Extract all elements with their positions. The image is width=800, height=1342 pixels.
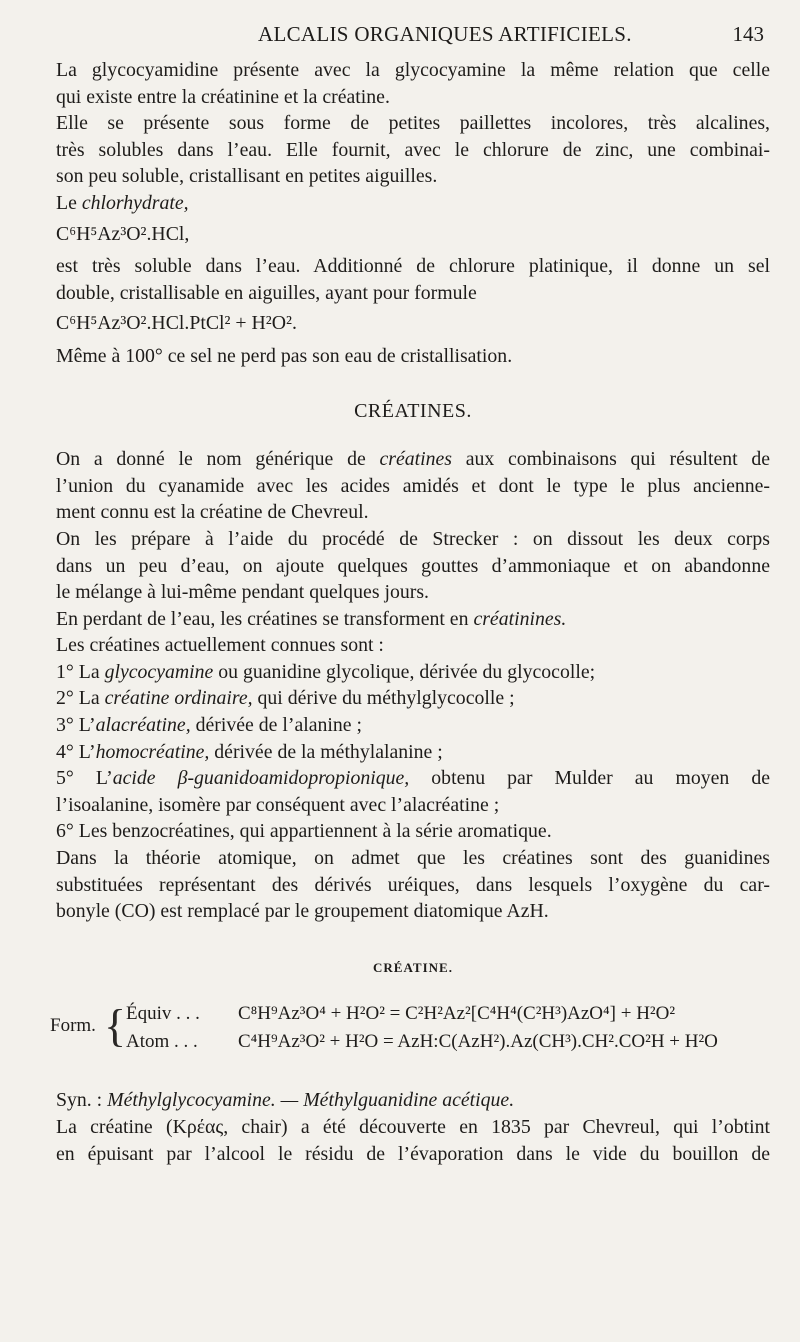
formula-key: Atom . . . [126, 1031, 198, 1053]
formula-row-atom [126, 1029, 718, 1056]
list-item [56, 685, 770, 712]
section-title: CRÉATINES. [354, 399, 472, 422]
formula-label: Form. [50, 1015, 96, 1037]
text-run: La [73, 687, 105, 710]
text-run: dérivée de l’alanine ; [190, 714, 363, 737]
paragraph-glycocyamidine-relation [56, 57, 770, 110]
italic-term: acide β-guanidoamidopropionique, [112, 767, 410, 790]
text-run: obtenu par Mulder au moyen de [409, 767, 770, 790]
text-run: L’ [73, 740, 96, 763]
text-line: dans un peu d’eau, on ajoute quelques gouttes d’ammoniaque et on abandonne [56, 554, 770, 577]
chemical-formula: C⁶H⁵Az³O².HCl.PtCl² + H²O². [56, 312, 297, 335]
list-item [56, 818, 770, 845]
paragraph-strecker-method [56, 526, 770, 606]
running-header [0, 22, 800, 50]
list-item [56, 712, 770, 739]
list-item [56, 659, 770, 686]
text-run: aux combinaisons qui résultent de [451, 448, 771, 471]
chemical-formula: C⁶H⁵Az³O².HCl, [56, 222, 190, 245]
formula-value: C⁸H⁹Az³O⁴ + H²O² = C²H²Az²[C⁴H⁴(C²H³)AzO⁴] + H²O² [238, 1003, 676, 1025]
formula-block [50, 1000, 770, 1059]
text-run: On a donné le nom générique de [56, 448, 380, 471]
text-line: substituées représentant des dérivés uréiques, dans lesquels l’oxygène du car- [56, 873, 770, 896]
text-line: est très soluble dans l’eau. Additionné de chlorure platinique, il donne un sel [56, 255, 770, 278]
text-line: l’union du cyanamide avec les acides amidés et dont le type le plus ancienne- [56, 474, 770, 497]
text-run: ou guanidine glycolique, dérivée du glycocolle; [213, 660, 596, 683]
text-run: Syn. : [56, 1089, 108, 1112]
text-line: qui existe entre la créatinine et la créatine. [56, 85, 390, 108]
page-number: 143 [732, 22, 764, 46]
text-line: La glycocyamidine présente avec la glycocyamine la même relation que celle [56, 59, 770, 81]
subsection-title: CRÉATINE. [373, 959, 453, 975]
text-line: bonyle (CO) est remplacé par le groupement diatomique AzH. [56, 900, 549, 923]
text-line: ment connu est la créatine de Chevreul. [56, 501, 369, 524]
list-number: 2° [56, 687, 74, 710]
text-run: Les benzocréatines, qui appartiennent à la série aromatique. [73, 820, 552, 843]
list-number: 3° [56, 714, 74, 737]
text-line: en épuisant par l’alcool le résidu de l’évaporation dans le vide du bouillon de [56, 1142, 770, 1165]
list-number: 1° [56, 660, 74, 683]
brace-glyph: { [104, 1000, 127, 1052]
text-line [56, 1087, 770, 1114]
italic-term: Méthylglycocyamine. — Méthylguanidine acétique. [107, 1089, 515, 1112]
list-item [56, 739, 770, 766]
italic-term: créatinines. [473, 607, 567, 630]
list-number: 4° [56, 740, 74, 763]
text-line: La créatine (Κρέας, chair) a été découverte en 1835 par Chevreul, qui l’obtint [56, 1116, 770, 1138]
text-line: Dans la théorie atomique, on admet que les créatines sont des guanidines [56, 847, 770, 870]
text-line: double, cristallisable en aiguilles, ayant pour formule [56, 281, 477, 304]
text-line: Même à 100° ce sel ne perd pas son eau de cristallisation. [56, 344, 513, 367]
paragraph-crystallisation [56, 343, 770, 370]
list-number: 6° [56, 820, 74, 843]
text-run: En perdant de l’eau, les créatines se transforment en [56, 607, 474, 630]
text-line: son peu soluble, cristallisant en petites aiguilles. [56, 165, 438, 188]
paragraph-atomic-theory [56, 845, 770, 925]
formula-value: C⁴H⁹Az³O² + H²O = AzH:C(AzH²).Az(CH³).CH².CO²H + H²O [238, 1031, 718, 1053]
text-line: le mélange à lui-même pendant quelques jours. [56, 581, 429, 604]
list-number: 5° [56, 767, 74, 790]
list-item [56, 765, 770, 792]
page-body [50, 57, 771, 1167]
italic-term: alacréatine, [95, 714, 191, 737]
text-run: qui dérive du méthylglycocolle ; [252, 687, 515, 710]
italic-term: homocréatine, [95, 740, 210, 763]
italic-term: créatine ordinaire, [104, 687, 253, 710]
paragraph-creatines-definition [56, 446, 770, 526]
text-line [56, 606, 770, 633]
text-run: L’ [73, 714, 96, 737]
text-line: Les créatines actuellement connues sont : [56, 634, 384, 657]
synonyms-line [56, 1087, 770, 1114]
paragraph-glycocyamidine-properties [56, 110, 770, 190]
text-line: Elle se présente sous forme de petites paillettes incolores, très alcalines, [56, 112, 770, 135]
italic-term: glycocyamine [104, 660, 214, 683]
paragraph-creatinines [56, 606, 770, 633]
text-line: On les prépare à l’aide du procédé de Strecker : on dissout les deux corps [56, 527, 770, 550]
text-line: très solubles dans l’eau. Elle fournit, avec le chlorure de zinc, une combinai- [56, 138, 770, 161]
formula-key: Équiv . . . [126, 1003, 200, 1025]
text-run: La [73, 660, 105, 683]
text-run: Le [56, 191, 82, 214]
paragraph-chlorhydrate [56, 190, 770, 337]
italic-term: créatines [379, 448, 452, 471]
creatines-list [56, 659, 770, 845]
text-line [56, 446, 770, 473]
text-line [56, 190, 770, 217]
paragraph-creatine-discovery [56, 1114, 770, 1167]
running-title: ALCALIS ORGANIQUES ARTIFICIELS. [258, 22, 632, 46]
text-run: L’ [73, 767, 113, 790]
text-run: dérivée de la méthylalanine ; [209, 740, 443, 763]
italic-term: chlorhydrate, [81, 191, 189, 214]
paragraph-known-creatines [56, 632, 770, 659]
formula-row-equiv [126, 1001, 675, 1028]
list-item-continuation: l’isoalanine, isomère par conséquent avec l’alacréatine ; [56, 793, 500, 816]
